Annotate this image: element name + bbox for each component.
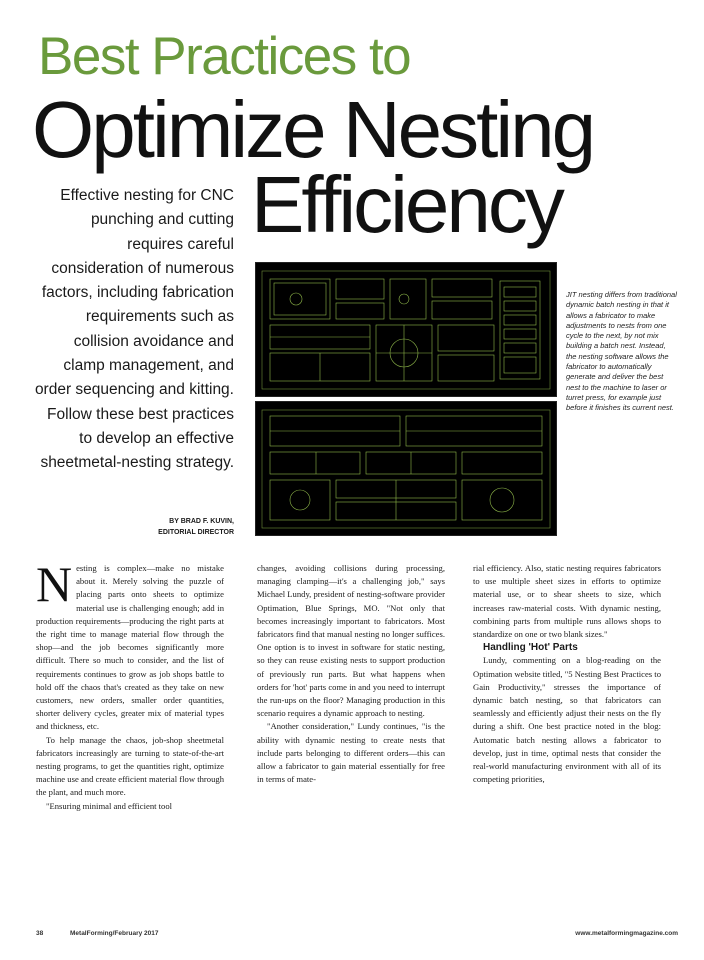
page-footer [36,930,678,942]
body-column-2 [257,562,445,786]
headline-line-1: Best Practices to [38,27,411,86]
image-caption: JIT nesting differs from traditional dynamic batch nesting in that it allows a fabricator to make adjustments to nests from one cycle to the next, by not mix building a batch nest. Instead, the nesting software allows the fabricator to automatically generate and deliver the best nest to the machine to laser or turret press, for example just before it finishes its current nest. [566,290,677,413]
column-1-paragraph-2: To help manage the chaos, job-shop sheetmetal fabricators increasingly are turning to state-of-the-art nesting programs, to get the quantities right, optimize machine use and create efficient material flow through the plant, and much more. [36,734,224,798]
column-1-paragraph-1: Nesting is complex—make no mistake about it. Merely solving the puzzle of placing parts onto sheets to optimize material use is challenging enough; add in production requirements—producing the right parts at the right time to manage material flow through the shop—and the job becomes significantly more difficult. There so much to consider, and the list of requirements continues to grow as job shops battle to hold off the chaos that's created as they take on new customers, new orders, smaller order quantities, shorter delivery cycles, greater mix of material types and thickness, etc. [36,556,224,732]
page-number: 38 [36,930,44,937]
byline [110,516,234,538]
column-3-paragraph-2: Lundy, commenting on a blog-reading on the Optimation website titled, "5 Nesting Best Practices to Gain Productivity," stresses the importance of dynamic batch nesting, so that fabricators can seamlessly and efficiently adjust their nests on the fly during a shift. One best practice noted in the blog: Automatic batch nesting allows a fabricator to develop, just in time, optimal nests that consider the real-world manufacturing environment with all of its competing priorities, [473,655,661,785]
nesting-screenshot-bottom [255,401,557,536]
magazine-website: www.metalformingmagazine.com [575,930,678,937]
column-3-paragraph-1: rial efficiency. Also, static nesting requires fabricators to use multiple sheet sizes in efforts to optimize material use, or to shear sheets to size, which increases raw-material costs. With dynamic nesting, combining parts from multiple runs allows shops to standardize on one or two blank sizes." [473,563,661,640]
byline-author: BY BRAD F. KUVIN, [169,518,234,525]
cad-nest-drawing-top [256,263,556,396]
magazine-issue: MetalForming/February 2017 [70,930,159,937]
subhead-hot-parts: Handling 'Hot' Parts [483,642,578,654]
column-2-paragraph-1: changes, avoiding collisions during processing, managing clamping—it's a challenging job," says Michael Lundy, president of nesting-software provider Optimation, Blue Springs, MO. "Not only that becomes increasingly important to fabricators. Most fabricators find that manual nesting no longer suffices. One option is to invest in software for static nesting, so they can reuse existing nests to support production of previously run parts. But what happens when orders for 'hot' parts come in and you need to interrupt the run-ups on the floor? Managing production in this scenario requires a dynamic approach to nesting. [257,563,445,719]
column-1-paragraph-3: "Ensuring minimal and efficient tool [46,800,173,811]
byline-role: EDITORIAL DIRECTOR [158,529,234,536]
headline-line-3: Efficiency [251,160,562,249]
nesting-screenshot-top [255,262,557,397]
body-column-1 [36,556,224,813]
cad-nest-drawing-bottom [256,402,556,535]
article-deck: Effective nesting for CNC punching and cutting requires careful consideration of numerous factors, including fabrication requirements such as collision avoidance and clamp management, and order sequencing and kitting. Follow these best practices to develop an effective sheetmetal-nesting strategy. [34,187,234,472]
headline-line-2: Optimize Nesting [32,85,594,174]
body-column-3 [473,562,661,786]
column-2-paragraph-2: "Another consideration," Lundy continues, "is the ability with dynamic nesting to create nests that include parts belonging to different orders—this can allow a fabricator to gain material essentially for free in terms of mate- [257,721,445,785]
drop-cap: N [36,556,73,612]
